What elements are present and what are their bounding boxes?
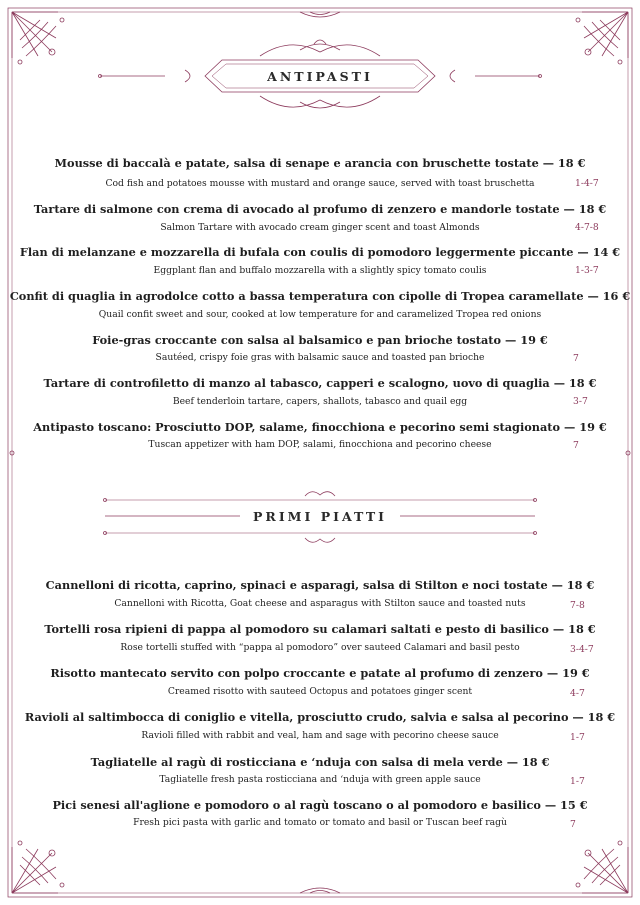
dish-description: Beef tenderloin tartare, capers, shallots, tabasco and quail egg [172, 396, 468, 407]
corner-ornament-icon [12, 841, 64, 893]
dish-description: Tuscan appetizer with ham DOP, salami, finocchiona and pecorino cheese [148, 439, 492, 450]
dish-description: Fresh pici pasta with garlic and tomato or tomato and basil or Tuscan beef ragù [133, 817, 507, 828]
dish-title: Foie-gras croccante con salsa al balsamico e pan brioche tostato — 19 € [92, 333, 548, 347]
allergen-codes: 4-7 [570, 688, 585, 699]
allergen-codes: 7-8 [570, 600, 585, 611]
dish-description: Sautéed, crispy foie gras with balsamic sauce and toasted pan brioche [155, 352, 485, 363]
dish-description: Tagliatelle fresh pasta rosticciana and ‘nduja with green apple sauce [159, 774, 481, 785]
allergen-codes: 7 [573, 353, 579, 364]
corner-ornament-icon [576, 841, 628, 893]
dish-title: Mousse di baccalà e patate, salsa di senape e arancia con bruschette tostate — 18 € [54, 156, 586, 170]
dish-title: Tartare di controfiletto di manzo al tabasco, capperi e scalogno, uovo di quaglia — 18 € [43, 376, 597, 390]
allergen-codes: 1-4-7 [575, 178, 599, 189]
dish-title: Confit di quaglia in agrodolce cotto a bassa temperatura con cipolle di Tropea caramellate — 16 € [9, 289, 631, 303]
allergen-codes: 1-7 [570, 732, 585, 743]
dish-title: Ravioli al saltimbocca di coniglio e vitella, prosciutto crudo, salvia e salsa al pecorino — 18 € [24, 710, 616, 724]
dish-description: Eggplant flan and buffalo mozzarella with a slightly spicy tomato coulis [153, 265, 487, 276]
dish-description: Ravioli filled with rabbit and veal, ham and sage with pecorino cheese sauce [141, 730, 499, 741]
allergen-codes: 1-7 [570, 776, 585, 787]
allergen-codes: 4-7-8 [575, 222, 599, 233]
dish-title: Tartare di salmone con crema di avocado al profumo di zenzero e mandorle tostate — 18 € [33, 202, 607, 216]
dish-description: Creamed risotto with sauteed Octopus and potatoes ginger scent [167, 686, 473, 697]
dish-title: Cannelloni di ricotta, caprino, spinaci e asparagi, salsa di Stilton e noci tostate — 18 € [45, 578, 595, 592]
dish-description: Cannelloni with Ricotta, Goat cheese and asparagus with Stilton sauce and toasted nuts [114, 598, 526, 609]
primi-heading: PRIMI PIATTI [253, 509, 387, 524]
dish-title: Risotto mantecato servito con polpo croccante e patate al profumo di zenzero — 19 € [50, 666, 590, 680]
allergen-codes: 7 [570, 819, 576, 830]
dish-description: Cod fish and potatoes mousse with mustard and orange sauce, served with toast bruschetta [105, 178, 535, 189]
dish-title: Tortelli rosa ripieni di pappa al pomodoro su calamari saltati e pesto di basilico — 18 € [44, 622, 596, 636]
dish-description: Salmon Tartare with avocado cream ginger scent and toast Almonds [160, 222, 480, 233]
dish-title: Antipasto toscano: Prosciutto DOP, salame, finocchiona e pecorino semi stagionato — 19 € [33, 420, 607, 434]
corner-ornament-icon [576, 12, 628, 64]
dish-title: Tagliatelle al ragù di rosticciana e ‘nduja con salsa di mela verde — 18 € [90, 755, 550, 769]
allergen-codes: 1-3-7 [575, 265, 599, 276]
corner-ornament-icon [12, 12, 64, 64]
allergen-codes: 7 [573, 440, 579, 451]
allergen-codes: 3-4-7 [570, 644, 594, 655]
dish-description: Rose tortelli stuffed with “pappa al pomodoro” over sauteed Calamari and basil pesto [120, 642, 520, 653]
antipasti-heading: ANTIPASTI [267, 69, 373, 84]
dish-description: Quail confit sweet and sour, cooked at low temperature for and caramelized Tropea red onions [98, 309, 542, 320]
dish-title: Pici senesi all'aglione e pomodoro o al ragù toscano o al pomodoro e basilico — 15 € [52, 798, 588, 812]
allergen-codes: 3-7 [573, 396, 588, 407]
dish-title: Flan di melanzane e mozzarella di bufala con coulis di pomodoro leggermente piccante — 14 € [19, 245, 621, 259]
